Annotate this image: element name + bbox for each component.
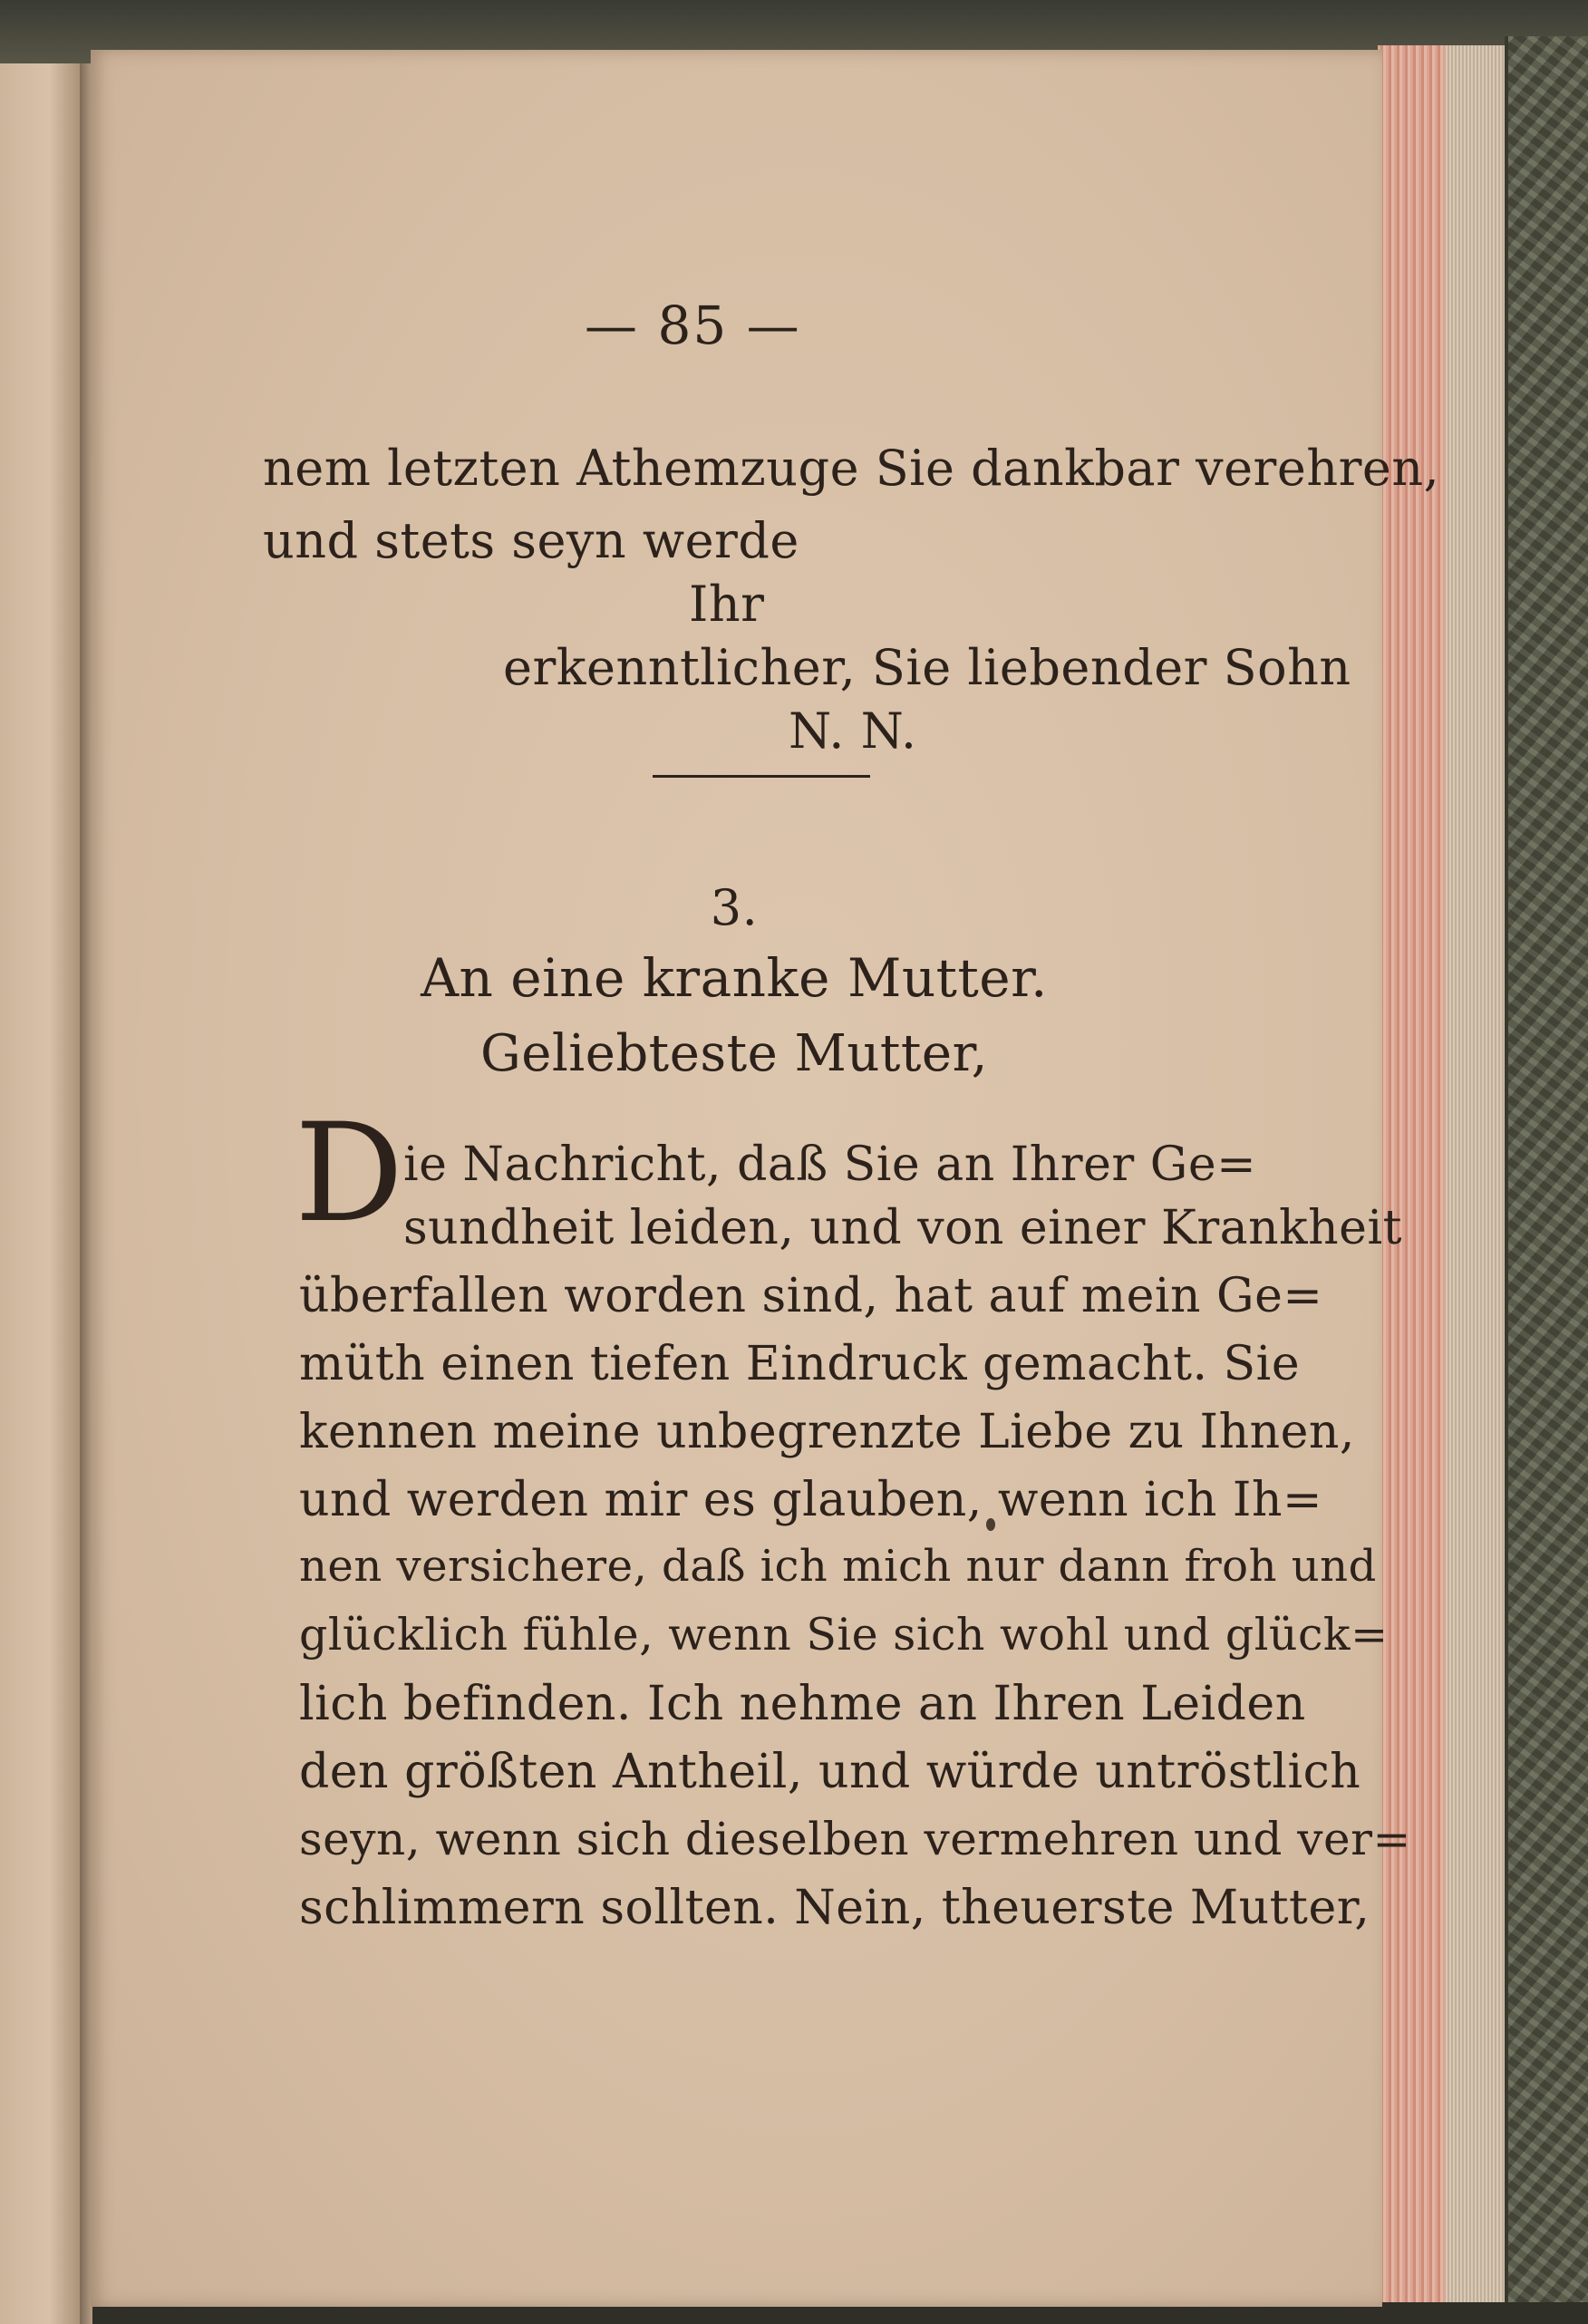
body-line-2: sundheit leiden, und von einer Krankheit: [403, 1201, 1402, 1255]
book-page: [91, 50, 1440, 2307]
closing-ihr: Ihr: [689, 576, 765, 633]
marbled-cover: [1505, 36, 1588, 2302]
closing-son: erkenntlicher, Sie liebender Sohn: [503, 639, 1351, 696]
body-line-8: glücklich fühle, wenn Sie sich wohl und glück=: [299, 1609, 1389, 1661]
body-line-4: müth einen tiefen Eindruck gemacht. Sie: [299, 1337, 1301, 1391]
body-line-5: kennen meine unbegrenzte Liebe zu Ihnen,: [299, 1405, 1355, 1459]
signature: N. N.: [789, 702, 917, 760]
section-number: 3.: [710, 879, 759, 936]
body-line-6: und werden mir es glauben, wenn ich Ih=: [299, 1473, 1323, 1527]
body-line-10: den größten Antheil, und würde untröstlich: [299, 1745, 1361, 1799]
salutation: Geliebteste Mutter,: [480, 1024, 988, 1083]
section-divider: [653, 775, 870, 778]
continuation-line-2: und stets seyn werde: [263, 512, 799, 569]
page-edges: [1378, 45, 1509, 2302]
left-facing-page: [0, 63, 82, 2324]
body-line-1: ie Nachricht, daß Sie an Ihrer Ge=: [403, 1138, 1257, 1192]
section-title: An eine kranke Mutter.: [421, 947, 1048, 1009]
body-line-12: schlimmern sollten. Nein, theuerste Mutter,: [299, 1881, 1370, 1935]
body-line-7: nen versichere, daß ich mich nur dann froh und: [299, 1541, 1377, 1592]
body-line-11: seyn, wenn sich dieselben vermehren und ver=: [299, 1813, 1411, 1865]
page-number: 85: [657, 295, 729, 356]
body-line-9: lich befinden. Ich nehme an Ihren Leiden: [299, 1677, 1306, 1731]
page-number-line: — 85 —: [585, 295, 801, 356]
body-line-3: überfallen worden sind, hat auf mein Ge=: [299, 1269, 1323, 1323]
drop-cap: D: [295, 1095, 404, 1253]
continuation-line-1: nem letzten Athemzuge Sie dankbar verehren,: [263, 440, 1440, 497]
